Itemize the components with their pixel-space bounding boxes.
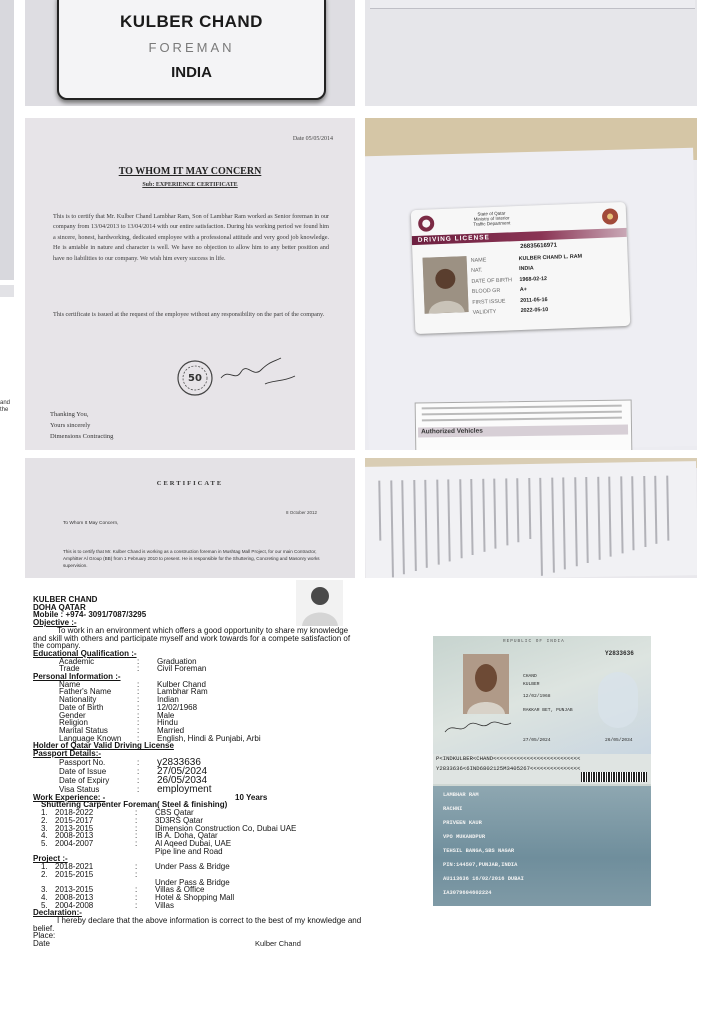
- cv-history-detail: CBS Qatar: [155, 808, 194, 818]
- cv-field-colon: :: [137, 656, 140, 666]
- cv-field-value: Indian: [157, 695, 179, 705]
- certificate-note: This certificate is issued at the request of the employee without any responsibility on the part of the company.: [53, 311, 325, 318]
- cv-field-label: Gender: [59, 710, 86, 720]
- driving-license-photo: [365, 118, 697, 450]
- passport-back-line: RACHNI: [443, 806, 463, 812]
- project-note: Pipe line and Road: [155, 846, 223, 856]
- license-field-value: 1968-02-12: [519, 275, 548, 283]
- moi-emblem-icon: [601, 206, 620, 227]
- cv-field-label: Date of Birth: [59, 702, 104, 712]
- certificate2-date: 8 October 2012: [285, 510, 317, 515]
- blank-scan-photo: [365, 0, 697, 106]
- certificate2-body: This is to certify that Mr. Kulber Chand is working as a construction foreman in Mushtag Mall Project, for our main Contractor, Amphitter Al Group (BB) from 1 February 2010 to present. He is responsible for the Shuttering, Concreting and Masonry works supervision.: [63, 549, 320, 568]
- cv-history-detail: Hotel & Shopping Mall: [155, 892, 235, 902]
- cv-history-years: 2013-2015: [55, 885, 94, 895]
- place-label: Place:: [33, 931, 56, 941]
- cv-history-detail: Villas & Office: [155, 885, 205, 895]
- cv-history-row: [33, 902, 363, 910]
- curriculum-vitae: [33, 596, 363, 948]
- cv-history-detail: Under Pass & Bridge: [155, 862, 230, 872]
- closing-company: Dimensions Contracting: [50, 433, 114, 440]
- cv-field-value: 26/05/2034: [157, 774, 208, 786]
- certificate-body: This is to certify that Mr. Kulber Chand Lambhar Ram, Son of Lambhar Ram worked as Senior foreman in our company from 13/04/2013 to 13/04/2014 with our entire satisfaction. During his working period we found him a sincere, honest, hardworking, dedicated employee with a professional attitude and very good job knowledge. He is amiable in nature and character is well. We have no objection to allow him to any better position and have no liabilities to our company. We wish him every success in life.: [53, 213, 329, 262]
- license-field-label: DATE OF BIRTH: [471, 277, 513, 285]
- cv-field-value: 27/05/2024: [157, 765, 208, 777]
- cv-field-value: Hindu: [157, 718, 178, 728]
- cv-field-value: Kulber Chand: [157, 679, 206, 689]
- cv-history-colon: :: [135, 885, 138, 895]
- work-title: Shuttering Carpenter Foreman( Steel & finishing): [41, 800, 228, 810]
- cv-field-colon: :: [137, 766, 140, 776]
- cv-location: DOHA QATAR: [33, 602, 86, 612]
- cv-history-colon: :: [135, 823, 138, 833]
- cv-history-index: 1.: [41, 862, 48, 872]
- cv-history-colon: :: [135, 831, 138, 841]
- cv-field-value: Lambhar Ram: [157, 687, 208, 697]
- certificate-letter: [25, 458, 355, 578]
- declaration-text: I hereby declare that the above information is correct to the best of my knowledge and belief.: [33, 916, 362, 933]
- license-field-row: [471, 266, 534, 274]
- cv-field-label: Visa Status: [59, 784, 100, 794]
- passport-heading: Passport Details:-: [33, 749, 102, 759]
- cv-signature: Kulber Chand: [255, 939, 301, 948]
- badge-country: INDIA: [171, 64, 212, 81]
- license-field-row: [471, 276, 547, 285]
- name-badge: [57, 0, 326, 100]
- cv-history-colon: :: [135, 900, 138, 910]
- cv-history-colon: :: [135, 862, 138, 872]
- objective-text: To work in an environment which offers a good opportunity to share my knowledge and skill with others and participate myself and work towards for a compete satisfaction of the company.: [33, 625, 351, 651]
- rotated-text-line: [643, 476, 646, 547]
- passport-place-of-birth: RAKKAR BET, PUNJAB: [523, 708, 573, 713]
- license-holder-photo: [423, 256, 469, 314]
- cv-field-colon: :: [137, 702, 140, 712]
- cv-field-value: employment: [157, 783, 212, 795]
- objective-heading: Objective :-: [33, 618, 77, 628]
- passport-given-name: KULBER: [523, 682, 540, 687]
- cv-history-colon: [135, 879, 155, 887]
- cv-field-label: Religion: [59, 718, 88, 728]
- passport-number: Y2833636: [605, 650, 634, 657]
- cv-history-colon: :: [135, 869, 138, 879]
- license-field-row: [472, 287, 527, 295]
- company-stamp-and-signature: [161, 348, 311, 396]
- cv-history-colon: :: [135, 808, 138, 818]
- cv-field-value: Civil Foreman: [157, 664, 207, 674]
- left-edge-scan: [0, 0, 14, 280]
- cv-field-colon: :: [137, 733, 140, 743]
- passport-photo: [463, 654, 509, 714]
- rotated-text-line: [459, 479, 462, 558]
- cv-history-years: 2004-2007: [55, 838, 94, 848]
- license-issuer: State of Qatar Ministry of Interior Traffic Department: [473, 210, 511, 227]
- cv-history-years: 2015-2017: [55, 815, 94, 825]
- closing-yours: Yours sincerely: [50, 422, 91, 429]
- license-field-value: KULBER CHAND L. RAM: [518, 253, 583, 263]
- cv-field-colon: :: [137, 784, 140, 794]
- cv-history-years: 2004-2008: [55, 900, 94, 910]
- cv-history-index: 5.: [41, 900, 48, 910]
- rotated-text-line: [493, 479, 496, 549]
- cv-name: KULBER CHAND: [33, 595, 98, 604]
- rotated-text-line: [424, 480, 428, 568]
- license-field-row: [472, 297, 547, 306]
- driving-license-card: [411, 202, 631, 334]
- cv-field-label: Date of Issue: [59, 766, 107, 776]
- passport-back-line: IA3079604602224: [443, 890, 492, 896]
- cv-field-label: Name: [59, 679, 81, 689]
- cv-history-index: 1.: [41, 808, 48, 818]
- cv-field-value: Graduation: [157, 656, 197, 666]
- license-note: Holder of Qatar Valid Driving License: [33, 741, 174, 751]
- cv-field-label: Marital Status: [59, 725, 108, 735]
- cv-history-index: 3.: [41, 823, 48, 833]
- rotated-text-line: [516, 478, 519, 542]
- certificate-date: Date 05/05/2014: [292, 136, 333, 142]
- rotated-text-line: [401, 480, 405, 574]
- stamp-text: 50: [188, 373, 202, 384]
- cv-field-value: 12/02/1968: [157, 702, 198, 712]
- cv-history-index: 4.: [41, 892, 48, 902]
- license-field-value: 2011-05-16: [520, 296, 548, 304]
- cv-history-index: 2.: [41, 815, 48, 825]
- cv-history-detail: Dimension Construction Co, Dubai UAE: [155, 823, 297, 833]
- rotated-text-line: [562, 477, 566, 569]
- cv-history-detail: 3D3RS Qatar: [155, 815, 204, 825]
- rotated-text-line: [539, 478, 543, 576]
- badge-role: FOREMAN: [148, 40, 235, 55]
- edge-text-2: the: [0, 407, 9, 413]
- cv-field-label: Language Known: [59, 733, 122, 743]
- license-field-value: A+: [519, 286, 528, 294]
- passport-back-line: PRIVEEN KAUR: [443, 820, 482, 826]
- rotated-text-line: [631, 476, 634, 550]
- passport-scan: [433, 636, 651, 906]
- cv-history-detail: Under Pass & Bridge: [155, 877, 230, 887]
- rotated-text-line: [608, 477, 611, 557]
- cv-mobile: Mobile : +974- 3091/7087/3295: [33, 610, 147, 620]
- license-field-row: [471, 254, 583, 264]
- rotated-text-line: [390, 480, 394, 577]
- cv-field-label: Nationality: [59, 695, 97, 705]
- edge-text-1: and: [0, 400, 11, 406]
- cv-field-colon: :: [137, 695, 140, 705]
- rotated-text-line: [620, 476, 623, 553]
- license-field-row: [473, 307, 549, 316]
- cv-field-value: Male: [157, 710, 175, 720]
- passport-country: REPUBLIC OF INDIA: [503, 639, 565, 644]
- declaration-heading: Declaration:-: [33, 908, 82, 918]
- rotated-text-line: [654, 476, 657, 544]
- license-field-value: INDIA: [518, 265, 534, 273]
- left-edge-scan-2: [0, 285, 14, 297]
- license-field-label: FIRST ISSUE: [472, 298, 506, 306]
- certificate2-heading: CERTIFICATE: [156, 480, 224, 487]
- cv-history-years: 2015-2015: [55, 869, 94, 879]
- cv-field-colon: :: [137, 687, 140, 697]
- rotated-text-line: [528, 478, 531, 539]
- cv-field-label: Father's Name: [59, 687, 112, 697]
- rotated-text-line: [482, 479, 485, 552]
- cv-history-index: 3.: [41, 885, 48, 895]
- certificate2-salutation: To Whom It May Concern,: [63, 521, 119, 526]
- certificate-heading: TO WHOM IT MAY CONCERN: [118, 166, 262, 177]
- cv-history-colon: :: [135, 892, 138, 902]
- passport-barcode: [581, 772, 647, 782]
- passport-back-line: AU113636 16/02/2016 DUBAI: [443, 876, 524, 882]
- passport-issue-date: 27/05/2024: [523, 738, 551, 743]
- cv-history-colon: :: [135, 838, 138, 848]
- rotated-text-line: [447, 479, 450, 561]
- experience-certificate: [25, 118, 355, 450]
- license-field-value: 2022-05-10: [520, 306, 549, 315]
- rotated-text-line: [470, 479, 473, 555]
- cv-field-colon: :: [137, 664, 140, 674]
- cv-field-colon: :: [137, 725, 140, 735]
- work-heading: Work Experience: -: [33, 792, 106, 802]
- rotated-text-line: [597, 477, 600, 560]
- cv-field-colon: :: [137, 775, 140, 785]
- cv-history-index: 5.: [41, 838, 48, 848]
- rotated-text-line: [505, 478, 508, 545]
- cv-field-value: English, Hindi & Punjabi, Arbi: [157, 733, 261, 743]
- certificate-subject: Sub: EXPERIENCE CERTIFICATE: [142, 182, 238, 188]
- passport-ghost-image: [598, 672, 638, 728]
- cv-history-detail: IB A. Doha, Qatar: [155, 831, 218, 841]
- cv-field-colon: :: [137, 757, 140, 767]
- passport-mrz: P<INDKULBER<CHAND<<<<<<<<<<<<<<<<<<<<<<<<<< Y2833636<6IND6802125M3405267<<<<<<<<<<<<<<<: [433, 754, 651, 784]
- rotated-text-line: [413, 480, 417, 571]
- license-number: 26835616971: [520, 242, 558, 250]
- cv-field-label: Passport No.: [59, 757, 106, 767]
- cv-history-colon: :: [135, 815, 138, 825]
- cv-history-detail: Villas: [155, 900, 174, 910]
- authorized-vehicles-label: Authorized Vehicles: [418, 425, 628, 438]
- cv-field-colon: :: [137, 718, 140, 728]
- cv-history-years: 2013-2015: [55, 823, 94, 833]
- qatar-emblem-icon: [417, 213, 436, 234]
- rotated-text-line: [551, 478, 555, 573]
- rotated-document-photo: [365, 458, 697, 578]
- license-title-band: DRIVING LICENSE: [412, 228, 627, 245]
- project-heading: Project :-: [33, 854, 68, 864]
- work-years: 10 Years: [235, 792, 268, 802]
- cv-history-index: 2.: [41, 869, 48, 879]
- passport-back-page: [433, 786, 651, 906]
- badge-name: KULBER CHAND: [120, 12, 263, 31]
- rotated-text-line: [666, 476, 669, 541]
- cv-field-label: Trade: [59, 664, 80, 674]
- cv-history-years: 2018-2022: [55, 808, 94, 818]
- passport-holder-signature: [443, 720, 513, 736]
- rotated-text-line: [436, 480, 439, 565]
- rotated-text-line: [585, 477, 589, 563]
- cv-history-years: 2018-2021: [55, 862, 94, 872]
- cv-field-colon: :: [137, 710, 140, 720]
- cv-field-label: Academic: [59, 656, 95, 666]
- passport-dob: 12/02/1968: [523, 694, 551, 699]
- date-label: Date: [33, 939, 50, 949]
- license-field-label: VALIDITY: [472, 308, 497, 316]
- license-back: [415, 399, 633, 450]
- cv-field-label: Date of Expiry: [59, 775, 110, 785]
- passport-surname: CHAND: [523, 674, 537, 679]
- cv-history-years: 2008-2013: [55, 831, 94, 841]
- cv-field-value: Married: [157, 725, 185, 735]
- closing-thanks: Thanking You,: [50, 411, 89, 418]
- passport-back-line: PIN:144507,PUNJAB,INDIA: [443, 862, 518, 868]
- cv-field-colon: :: [137, 679, 140, 689]
- cv-history-detail: Al Aqeed Dubai, UAE: [155, 838, 232, 848]
- passport-back-line: LAMBHAR RAM: [443, 792, 479, 798]
- license-field-label: NAME: [470, 257, 487, 264]
- rotated-text-line: [378, 481, 381, 541]
- rotated-text-line: [574, 477, 578, 566]
- cv-history-index: 4.: [41, 831, 48, 841]
- passport-expiry-date: 26/05/2034: [605, 738, 633, 743]
- cv-history-years: 2008-2013: [55, 892, 94, 902]
- passport-back-line: VPO MUKANDPUR: [443, 834, 486, 840]
- passport-data-page: [433, 636, 651, 754]
- education-heading: Educational Qualification :-: [33, 648, 137, 658]
- personal-heading: Personal Information :-: [33, 672, 121, 682]
- name-badge-photo: [25, 0, 355, 106]
- passport-back-line: TEHSIL BANGA,SBS NAGAR: [443, 848, 515, 854]
- cv-field-value: y2833636: [157, 756, 201, 768]
- license-field-label: BLOOD GR: [471, 287, 501, 296]
- license-field-label: NAT.: [470, 267, 483, 275]
